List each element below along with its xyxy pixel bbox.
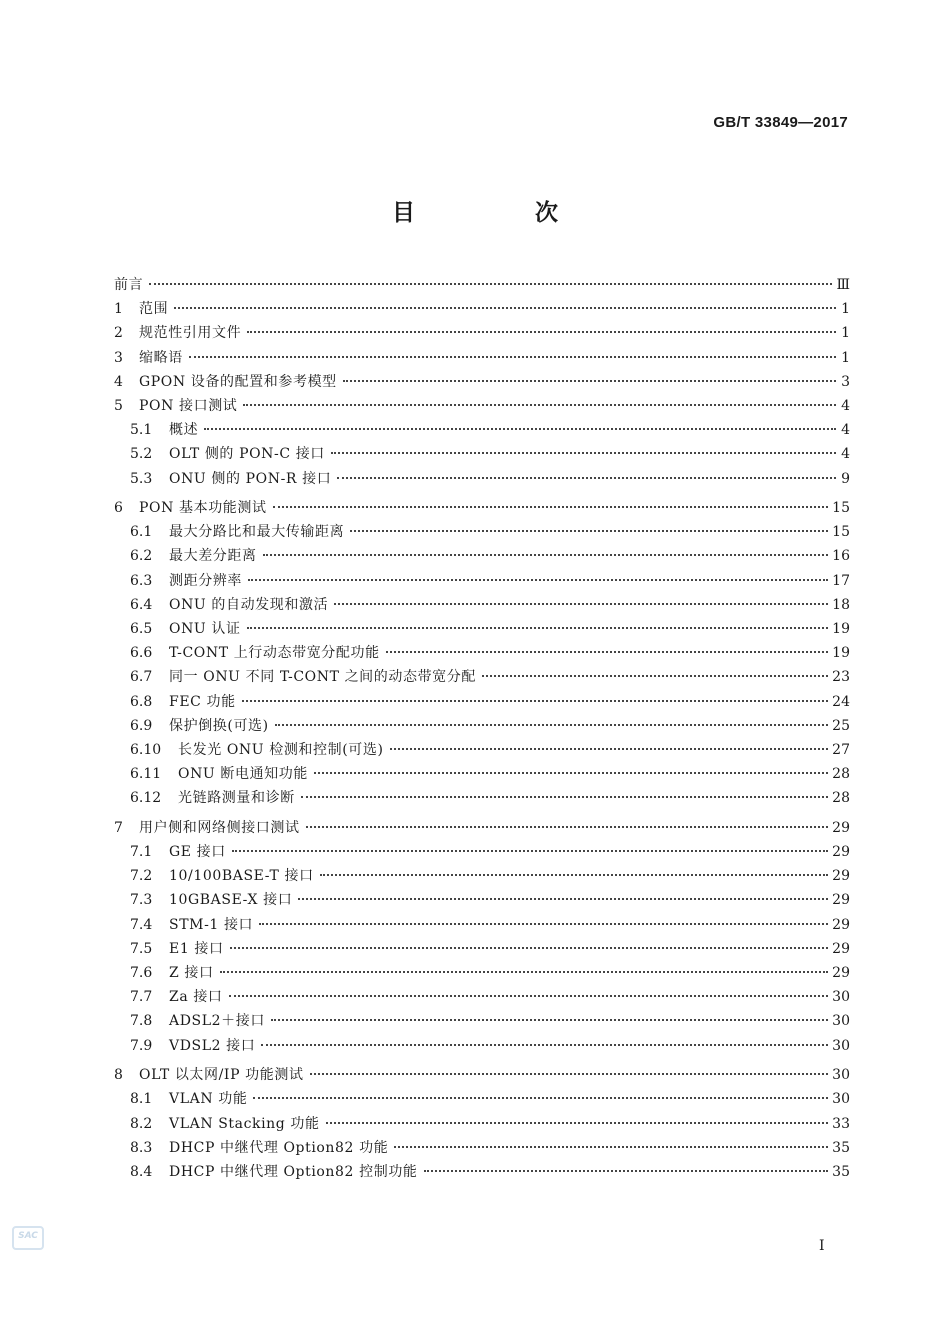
toc-entry-number: 6.10 — [130, 741, 162, 758]
toc-entry-page: 25 — [832, 717, 850, 734]
toc-entry-number: 6.3 — [130, 572, 153, 589]
toc-entry[interactable] — [114, 962, 850, 986]
toc-entry-title: ADSL2＋接口 — [169, 1013, 265, 1030]
toc-entry-title: 同一 ONU 不同 T-CONT 之间的动态带宽分配 — [169, 669, 476, 686]
toc-entry-title: 规范性引用文件 — [139, 325, 242, 342]
toc-entry-page: 23 — [832, 669, 850, 686]
toc-leader-dots — [298, 898, 828, 900]
toc-entry-page: 29 — [832, 844, 850, 861]
toc-entry[interactable] — [114, 691, 850, 715]
toc-entry-number: 7.6 — [130, 965, 153, 982]
toc-entry-title: 测距分辨率 — [169, 572, 242, 589]
toc-leader-dots — [242, 700, 828, 702]
toc-entry[interactable] — [114, 914, 850, 938]
toc-entry-title: OLT 以太网/IP 功能测试 — [139, 1067, 304, 1084]
toc-entry-number: 8.2 — [130, 1115, 153, 1132]
toc-entry-number: 4 — [114, 373, 123, 390]
toc-entry-title: 最大差分距离 — [169, 548, 257, 565]
toc-entry-title: STM-1 接口 — [169, 916, 254, 933]
toc-leader-dots — [394, 1146, 828, 1148]
toc-entry-page: 4 — [841, 446, 850, 463]
toc-entry[interactable] — [114, 298, 850, 322]
toc-entry-number: 2 — [114, 325, 123, 342]
toc-entry-number: 7.4 — [130, 916, 153, 933]
toc-entry[interactable] — [114, 468, 850, 492]
toc-entry[interactable] — [114, 1113, 850, 1137]
toc-entry[interactable] — [114, 1137, 850, 1161]
toc-entry[interactable] — [114, 889, 850, 913]
toc-entry-title: ONU 认证 — [169, 621, 241, 638]
toc-entry-title: 概述 — [169, 422, 199, 439]
toc-entry-number: 8.4 — [130, 1163, 153, 1180]
toc-entry-title: VLAN Stacking 功能 — [169, 1115, 320, 1132]
toc-entry-title: 光链路测量和诊断 — [178, 790, 295, 807]
toc-entry-page: 19 — [832, 621, 850, 638]
toc-entry-number: 5.2 — [130, 446, 153, 463]
toc-entry-page: 35 — [832, 1139, 850, 1156]
standard-code: GB/T 33849—2017 — [713, 114, 848, 131]
toc-entry-page: 28 — [832, 790, 850, 807]
toc-entry-number: 6.1 — [130, 524, 153, 541]
toc-entry-number: 6.6 — [130, 645, 153, 662]
toc-entry-number: 7 — [114, 819, 123, 836]
toc-entry-number: 8 — [114, 1067, 123, 1084]
toc-leader-dots — [390, 748, 829, 750]
toc-entry[interactable] — [114, 347, 850, 371]
toc-entry[interactable] — [114, 763, 850, 787]
toc-entry-page: 29 — [832, 819, 850, 836]
toc-entry-title: 10GBASE-X 接口 — [169, 892, 293, 909]
toc-entry[interactable] — [114, 1064, 850, 1088]
toc-entry-title: DHCP 中继代理 Option82 控制功能 — [169, 1163, 418, 1180]
toc-entry-page: 29 — [832, 965, 850, 982]
toc-entry-page: 29 — [832, 868, 850, 885]
toc-leader-dots — [232, 850, 828, 852]
toc-entry[interactable] — [114, 865, 850, 889]
toc-entry[interactable] — [114, 841, 850, 865]
toc-leader-dots — [271, 1019, 828, 1021]
toc-leader-dots — [482, 675, 828, 677]
toc-entry-title: GE 接口 — [169, 844, 226, 861]
toc-entry-page: Ⅲ — [836, 277, 850, 293]
toc-entry-page: 29 — [832, 916, 850, 933]
toc-leader-dots — [320, 874, 828, 876]
toc-leader-dots — [350, 530, 828, 532]
toc-entry-page: 27 — [832, 741, 850, 758]
toc-leader-dots — [306, 826, 829, 828]
toc-entry[interactable] — [114, 787, 850, 811]
toc-leader-dots — [275, 724, 828, 726]
toc-entry-number: 6.5 — [130, 621, 153, 638]
toc-leader-dots — [259, 923, 828, 925]
toc-entry-page: 24 — [832, 693, 850, 710]
toc-entry-page: 30 — [832, 1037, 850, 1054]
toc-entry-page: 33 — [832, 1115, 850, 1132]
toc-entry-page: 30 — [832, 989, 850, 1006]
toc-entry-title: 缩略语 — [139, 349, 183, 366]
toc-entry-title: GPON 设备的配置和参考模型 — [139, 373, 337, 390]
toc-entry-number: 7.8 — [130, 1013, 153, 1030]
toc-entry-page: 15 — [832, 524, 850, 541]
toc-entry-page: 19 — [832, 645, 850, 662]
toc-entry-page: 18 — [832, 596, 850, 613]
toc-entry-page: 15 — [832, 500, 850, 517]
toc-entry-page: 4 — [841, 422, 850, 439]
toc-entry[interactable] — [114, 618, 850, 642]
toc-leader-dots — [220, 971, 829, 973]
toc-leader-dots — [243, 404, 836, 406]
toc-entry-title: 最大分路比和最大传输距离 — [169, 524, 345, 541]
toc-leader-dots — [253, 1097, 828, 1099]
toc-entry-title: VDSL2 接口 — [169, 1037, 256, 1054]
toc-entry[interactable] — [114, 817, 850, 841]
toc-entry[interactable] — [114, 497, 850, 521]
toc-entry-page: 35 — [832, 1163, 850, 1180]
toc-entry[interactable] — [114, 594, 850, 618]
toc-entry[interactable] — [114, 419, 850, 443]
toc-leader-dots — [326, 1122, 829, 1124]
toc-leader-dots — [424, 1170, 829, 1172]
toc-entry[interactable] — [114, 371, 850, 395]
toc-entry[interactable] — [114, 570, 850, 594]
toc-entry-page: 29 — [832, 892, 850, 909]
toc-leader-dots — [149, 283, 832, 285]
toc-entry-title: ONU 的自动发现和激活 — [169, 596, 329, 613]
page-number: I — [819, 1238, 825, 1254]
toc-entry-page: 4 — [841, 397, 850, 414]
toc-entry-number: 6.2 — [130, 548, 153, 565]
toc-entry-title: ONU 侧的 PON-R 接口 — [169, 470, 332, 487]
toc-entry-page: 30 — [832, 1013, 850, 1030]
toc-leader-dots — [301, 796, 828, 798]
toc-entry-title: OLT 侧的 PON-C 接口 — [169, 446, 325, 463]
toc-entry-title: FEC 功能 — [169, 693, 236, 710]
toc-entry-number: 7.5 — [130, 940, 153, 957]
toc-entry-number: 6 — [114, 500, 123, 517]
toc-leader-dots — [189, 356, 836, 358]
toc-leader-dots — [174, 307, 836, 309]
toc-entry-page: 30 — [832, 1067, 850, 1084]
toc-leader-dots — [261, 1044, 828, 1046]
toc-entry-title: VLAN 功能 — [169, 1091, 248, 1108]
toc-entry-page: 3 — [841, 373, 850, 390]
toc-entry-number: 5.3 — [130, 470, 153, 487]
toc-entry-number: 7.9 — [130, 1037, 153, 1054]
toc-entry-number: 6.8 — [130, 693, 153, 710]
toc-entry-title: DHCP 中继代理 Option82 功能 — [169, 1139, 389, 1156]
toc-entry-number: 7.1 — [130, 844, 153, 861]
toc-entry-page: 17 — [832, 572, 850, 589]
toc-entry-number: 8.3 — [130, 1139, 153, 1156]
toc-entry[interactable] — [114, 666, 850, 690]
toc-entry-title: 保护倒换(可选) — [169, 717, 269, 734]
toc-entry-title: 范围 — [139, 301, 169, 318]
toc-leader-dots — [310, 1073, 829, 1075]
toc-leader-dots — [343, 380, 836, 382]
toc-leader-dots — [263, 554, 829, 556]
toc-entry[interactable] — [114, 1088, 850, 1112]
toc-leader-dots — [247, 627, 829, 629]
toc-entry[interactable] — [114, 938, 850, 962]
watermark-text: SAC — [18, 1231, 38, 1241]
toc-entry-title: T-CONT 上行动态带宽分配功能 — [169, 645, 380, 662]
toc-entry-page: 29 — [832, 940, 850, 957]
toc-entry-number: 1 — [114, 301, 123, 318]
toc-entry-number: 6.7 — [130, 669, 153, 686]
toc-leader-dots — [204, 428, 836, 430]
toc-entry-title: 前言 — [114, 277, 144, 293]
toc-leader-dots — [273, 506, 829, 508]
toc-entry-title: 10/100BASE-T 接口 — [169, 868, 314, 885]
toc-entry-page: 16 — [832, 548, 850, 565]
toc-entry[interactable] — [114, 322, 850, 346]
toc-entry-number: 6.9 — [130, 717, 153, 734]
sac-watermark-logo — [12, 1226, 44, 1250]
toc-leader-dots — [230, 947, 829, 949]
toc-entry-title: ONU 断电通知功能 — [178, 766, 308, 783]
toc-entry[interactable] — [114, 1010, 850, 1034]
toc-leader-dots — [337, 477, 836, 479]
toc-entry[interactable] — [114, 395, 850, 419]
toc-entry-title: E1 接口 — [169, 940, 224, 957]
toc-entry-number: 3 — [114, 349, 123, 366]
toc-entry-number: 5 — [114, 397, 123, 414]
toc-entry-title: PON 基本功能测试 — [139, 500, 267, 517]
table-of-contents — [114, 274, 850, 1185]
toc-leader-dots — [334, 603, 828, 605]
toc-entry-page: 1 — [841, 301, 850, 318]
toc-entry-number: 6.12 — [130, 790, 162, 807]
toc-entry-page: 1 — [841, 349, 850, 366]
toc-entry-title: Z 接口 — [169, 965, 214, 982]
toc-entry[interactable] — [114, 443, 850, 467]
toc-entry[interactable] — [114, 642, 850, 666]
toc-entry[interactable] — [114, 986, 850, 1010]
toc-leader-dots — [247, 331, 836, 333]
toc-leader-dots — [331, 452, 836, 454]
toc-entry[interactable] — [114, 1161, 850, 1185]
toc-entry-number: 7.2 — [130, 868, 153, 885]
toc-entry-title: 长发光 ONU 检测和控制(可选) — [178, 741, 384, 758]
toc-entry-title: PON 接口测试 — [139, 397, 238, 414]
toc-leader-dots — [314, 772, 828, 774]
toc-entry-number: 5.1 — [130, 422, 153, 439]
toc-entry[interactable] — [114, 1035, 850, 1059]
toc-entry-page: 9 — [841, 470, 850, 487]
toc-entry-page: 28 — [832, 766, 850, 783]
toc-entry-page: 1 — [841, 325, 850, 342]
toc-leader-dots — [248, 579, 828, 581]
toc-entry[interactable] — [114, 545, 850, 569]
toc-entry-number: 6.11 — [130, 766, 162, 783]
toc-entry-number: 8.1 — [130, 1091, 153, 1108]
toc-entry[interactable] — [114, 521, 850, 545]
toc-entry-title: 用户侧和网络侧接口测试 — [139, 819, 300, 836]
toc-entry[interactable] — [114, 274, 850, 298]
toc-entry-page: 30 — [832, 1091, 850, 1108]
toc-entry[interactable] — [114, 715, 850, 739]
toc-entry-number: 7.3 — [130, 892, 153, 909]
toc-entry-title: Za 接口 — [169, 989, 223, 1006]
toc-entry[interactable] — [114, 739, 850, 763]
toc-leader-dots — [229, 995, 829, 997]
toc-title: 目 次 — [391, 200, 614, 226]
toc-entry-number: 7.7 — [130, 989, 153, 1006]
toc-entry-number: 6.4 — [130, 596, 153, 613]
toc-leader-dots — [386, 651, 828, 653]
